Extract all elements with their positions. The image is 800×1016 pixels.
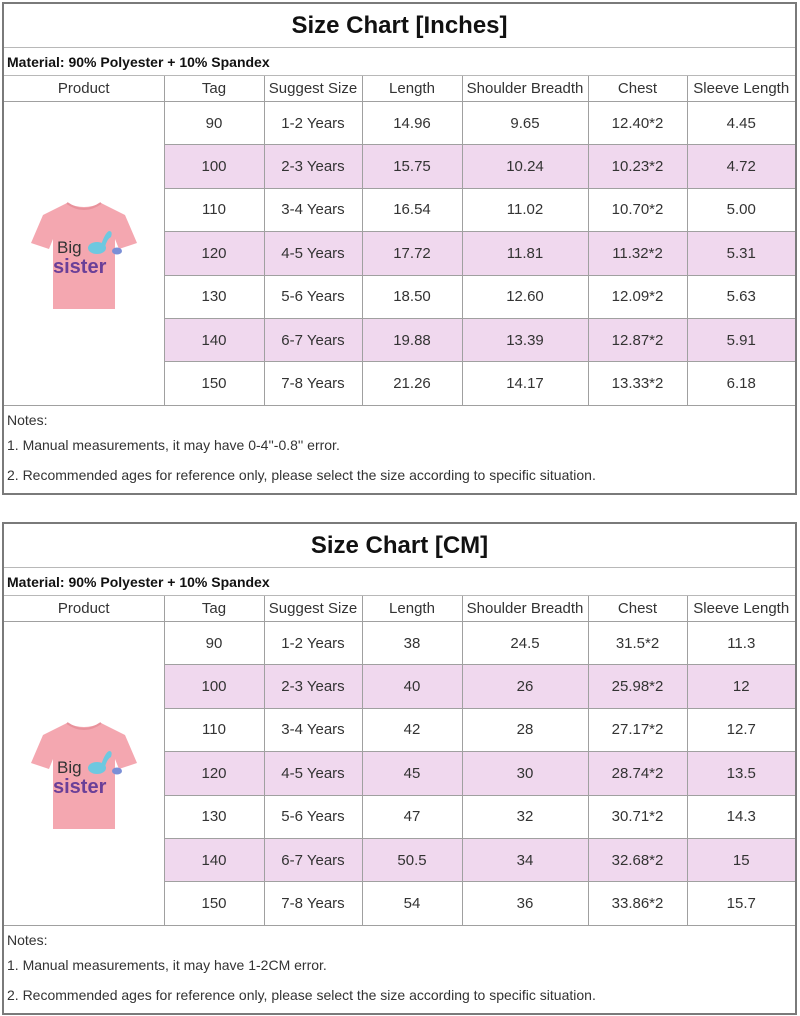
cell-chest: 12.87*2 [588, 318, 687, 361]
cell-chest: 28.74*2 [588, 752, 687, 795]
cell-chest: 10.23*2 [588, 145, 687, 188]
cell-sleeve-length: 5.31 [687, 232, 795, 275]
svg-text:sister: sister [52, 256, 107, 279]
column-header-product: Product [4, 596, 164, 622]
cell-suggest-size: 3-4 Years [264, 188, 362, 231]
cell-sleeve-length: 13.5 [687, 752, 795, 795]
cell-suggest-size: 4-5 Years [264, 752, 362, 795]
cell-chest: 27.17*2 [588, 708, 687, 751]
cell-sleeve-length: 5.91 [687, 318, 795, 361]
cell-shoulder-breadth: 14.17 [462, 362, 588, 405]
cell-length: 18.50 [362, 275, 462, 318]
header-row [4, 596, 795, 622]
cell-length: 50.5 [362, 838, 462, 881]
cell-sleeve-length: 14.3 [687, 795, 795, 838]
cell-sleeve-length: 15.7 [687, 882, 795, 925]
cell-suggest-size: 1-2 Years [264, 102, 362, 145]
cell-sleeve-length: 4.45 [687, 102, 795, 145]
column-header-product: Product [4, 76, 164, 102]
cell-tag: 130 [164, 275, 264, 318]
note-line: 1. Manual measurements, it may have 1-2CM error. [7, 956, 327, 973]
cell-length: 16.54 [362, 188, 462, 231]
cell-chest: 12.40*2 [588, 102, 687, 145]
cell-sleeve-length: 15 [687, 838, 795, 881]
table-row [4, 622, 795, 665]
cell-tag: 140 [164, 838, 264, 881]
cell-tag: 110 [164, 708, 264, 751]
notes-heading: Notes: [7, 931, 48, 948]
cell-sleeve-length: 4.72 [687, 145, 795, 188]
notes-heading: Notes: [7, 411, 48, 428]
column-header-suggest-size: Suggest Size [264, 76, 362, 102]
cell-chest: 32.68*2 [588, 838, 687, 881]
material-info: Material: 90% Polyester + 10% Spandex [4, 568, 795, 596]
cell-chest: 33.86*2 [588, 882, 687, 925]
cell-tag: 130 [164, 795, 264, 838]
cell-tag: 120 [164, 232, 264, 275]
cell-shoulder-breadth: 30 [462, 752, 588, 795]
cell-shoulder-breadth: 26 [462, 665, 588, 708]
cell-tag: 150 [164, 882, 264, 925]
notes-section [4, 406, 795, 490]
column-header-sleeve-length: Sleeve Length [687, 596, 795, 622]
cell-suggest-size: 2-3 Years [264, 665, 362, 708]
column-header-length: Length [362, 76, 462, 102]
cell-suggest-size: 4-5 Years [264, 232, 362, 275]
cell-sleeve-length: 6.18 [687, 362, 795, 405]
cell-chest: 13.33*2 [588, 362, 687, 405]
size-chart-cm [2, 522, 797, 1015]
column-header-sleeve-length: Sleeve Length [687, 76, 795, 102]
column-header-tag: Tag [164, 76, 264, 102]
cell-shoulder-breadth: 34 [462, 838, 588, 881]
product-image-cell [4, 622, 164, 926]
cell-length: 47 [362, 795, 462, 838]
cell-shoulder-breadth: 28 [462, 708, 588, 751]
column-header-chest: Chest [588, 76, 687, 102]
cell-length: 17.72 [362, 232, 462, 275]
cell-shoulder-breadth: 9.65 [462, 102, 588, 145]
cell-shoulder-breadth: 11.81 [462, 232, 588, 275]
cell-length: 40 [362, 665, 462, 708]
cell-shoulder-breadth: 11.02 [462, 188, 588, 231]
cell-tag: 150 [164, 362, 264, 405]
cell-sleeve-length: 5.63 [687, 275, 795, 318]
cell-sleeve-length: 12.7 [687, 708, 795, 751]
tshirt-image [29, 193, 139, 313]
svg-text:sister: sister [52, 776, 107, 799]
cell-shoulder-breadth: 10.24 [462, 145, 588, 188]
size-table [4, 76, 795, 406]
cell-sleeve-length: 5.00 [687, 188, 795, 231]
cell-shoulder-breadth: 12.60 [462, 275, 588, 318]
cell-suggest-size: 3-4 Years [264, 708, 362, 751]
cell-sleeve-length: 12 [687, 665, 795, 708]
cell-chest: 31.5*2 [588, 622, 687, 665]
cell-suggest-size: 7-8 Years [264, 362, 362, 405]
header-row [4, 76, 795, 102]
cell-sleeve-length: 11.3 [687, 622, 795, 665]
column-header-shoulder-breadth: Shoulder Breadth [462, 596, 588, 622]
cell-length: 14.96 [362, 102, 462, 145]
svg-text:Big: Big [56, 758, 82, 778]
cell-tag: 90 [164, 102, 264, 145]
cell-shoulder-breadth: 13.39 [462, 318, 588, 361]
cell-tag: 90 [164, 622, 264, 665]
chart-title: Size Chart [CM] [4, 524, 795, 568]
cell-chest: 25.98*2 [588, 665, 687, 708]
column-header-suggest-size: Suggest Size [264, 596, 362, 622]
svg-text:Big: Big [56, 238, 82, 258]
cell-suggest-size: 2-3 Years [264, 145, 362, 188]
column-header-chest: Chest [588, 596, 687, 622]
cell-tag: 100 [164, 145, 264, 188]
material-info: Material: 90% Polyester + 10% Spandex [4, 48, 795, 76]
cell-chest: 30.71*2 [588, 795, 687, 838]
column-header-tag: Tag [164, 596, 264, 622]
cell-suggest-size: 5-6 Years [264, 275, 362, 318]
column-header-shoulder-breadth: Shoulder Breadth [462, 76, 588, 102]
cell-length: 15.75 [362, 145, 462, 188]
cell-tag: 110 [164, 188, 264, 231]
size-chart-inches [2, 2, 797, 495]
cell-tag: 140 [164, 318, 264, 361]
cell-shoulder-breadth: 32 [462, 795, 588, 838]
cell-shoulder-breadth: 36 [462, 882, 588, 925]
note-line: 2. Recommended ages for reference only, please select the size according to specific situation. [7, 986, 596, 1003]
table-row [4, 102, 795, 145]
cell-tag: 100 [164, 665, 264, 708]
note-line: 1. Manual measurements, it may have 0-4''-0.8'' error. [7, 436, 340, 453]
cell-length: 38 [362, 622, 462, 665]
cell-length: 54 [362, 882, 462, 925]
product-image-cell [4, 102, 164, 406]
cell-length: 45 [362, 752, 462, 795]
cell-length: 19.88 [362, 318, 462, 361]
notes-section [4, 926, 795, 1010]
tshirt-image [29, 713, 139, 833]
cell-tag: 120 [164, 752, 264, 795]
cell-suggest-size: 7-8 Years [264, 882, 362, 925]
note-line: 2. Recommended ages for reference only, please select the size according to specific situation. [7, 466, 596, 483]
cell-suggest-size: 1-2 Years [264, 622, 362, 665]
cell-chest: 12.09*2 [588, 275, 687, 318]
cell-length: 42 [362, 708, 462, 751]
column-header-length: Length [362, 596, 462, 622]
size-table [4, 596, 795, 926]
cell-shoulder-breadth: 24.5 [462, 622, 588, 665]
cell-suggest-size: 5-6 Years [264, 795, 362, 838]
cell-chest: 10.70*2 [588, 188, 687, 231]
cell-suggest-size: 6-7 Years [264, 838, 362, 881]
cell-suggest-size: 6-7 Years [264, 318, 362, 361]
chart-title: Size Chart [Inches] [4, 4, 795, 48]
cell-length: 21.26 [362, 362, 462, 405]
cell-chest: 11.32*2 [588, 232, 687, 275]
